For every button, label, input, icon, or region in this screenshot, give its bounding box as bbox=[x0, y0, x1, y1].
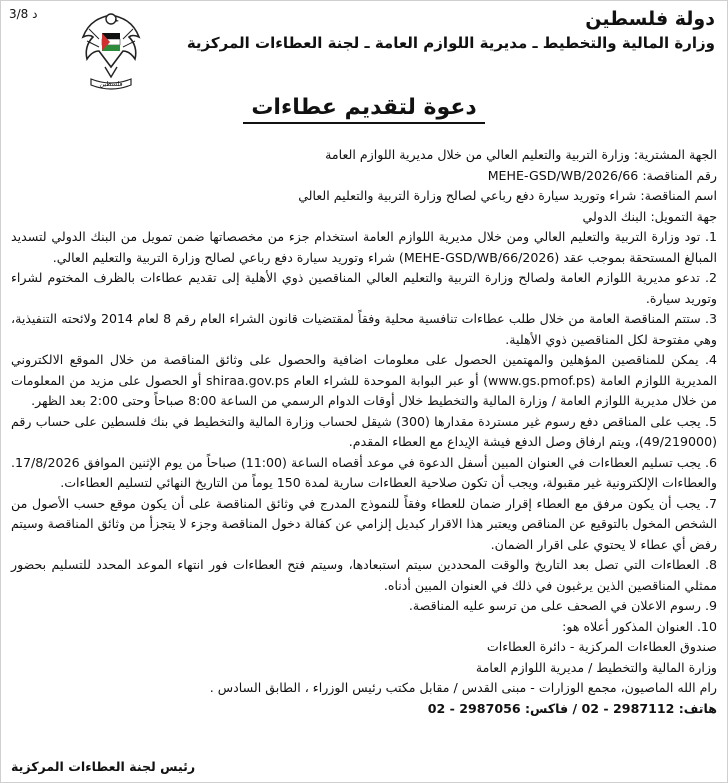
buyer-line bbox=[11, 145, 717, 166]
emblem-scroll-text: فلسطين bbox=[99, 80, 123, 88]
funding-line bbox=[11, 207, 717, 228]
list-item: 10. العنوان المذكور أعلاه هو: bbox=[562, 618, 717, 634]
funding-value: البنك الدولي bbox=[582, 208, 647, 224]
signature: رئيس لجنة العطاءات المركزية bbox=[11, 759, 196, 774]
address-line: رام الله الماصيون، مجمع الوزارات - مبنى القدس / مقابل مكتب رئيس الوزراء ، الطابق السادس . bbox=[209, 680, 717, 695]
list-item: 1. تود وزارة التربية والتعليم العالي ومن خلال مديرية اللوازم العامة استخدام جزء من مخصصاتها ضمن تمويل من البنك الدولي لتسديد المبالغ المستحقة بموجب عقد (MEHE-GSD/WB/66/2026) شراء وتوريد سيارة دفع رباعي لصالح وزارة التربية والتعليم العالي. bbox=[11, 229, 717, 265]
list-item: 9. رسوم الاعلان في الصحف على من ترسو عليه المناقصة. bbox=[408, 598, 717, 613]
phone-line: هاتف: 2987112 - 02 / فاكس: 2987056 - 02 bbox=[427, 700, 717, 716]
palestine-eagle-emblem-icon bbox=[79, 7, 143, 91]
list-item: 3. ستتم المناقصة العامة من خلال طلب عطاءات تنافسية محلية وفقاً لمقتضيات قانون الشراء العام رقم 8 لعام 2014 ولائحته التنفيذية، وهي مفتوحة لكل المناقصين ذوي الأهلية. bbox=[11, 311, 718, 347]
buyer-value: وزارة التربية والتعليم العالي من خلال مديرية اللوازم العامة bbox=[325, 147, 630, 162]
buyer-label: الجهة المشترية: bbox=[633, 147, 717, 162]
corner-code: 3/8 د bbox=[9, 7, 38, 21]
tender-number-label: رقم المناقصة: bbox=[642, 167, 717, 183]
ministry-line: وزارة المالية والتخطيط ـ مديرية اللوازم العامة ـ لجنة العطاءات المركزية bbox=[186, 34, 715, 52]
page-title: دعوة لتقديم عطاءات bbox=[243, 95, 484, 124]
letterhead bbox=[187, 7, 715, 54]
list-item: 2. تدعو مديرية اللوازم العامة ولصالح وزارة التربية والتعليم العالي المناقصين ذوي الأهلية إلى تقديم عطاءات بالظرف المختوم لشراء وتوريد سيارة. bbox=[11, 270, 717, 306]
document-body bbox=[11, 145, 717, 719]
tender-number-line bbox=[11, 166, 717, 187]
list-item: 5. يجب على المناقص دفع رسوم غير مستردة مقدارها (300) شيقل لحساب وزارة المالية والتخطيط في بنك فلسطين على حساب رقم (49/219000)، ويتم ارفاق وصل الدفع فيشة الإيداع مع العطاء المقدم. bbox=[11, 413, 717, 449]
tender-name-label: اسم المناقصة: bbox=[640, 188, 717, 203]
address-line: وزارة المالية والتخطيط / مديرية اللوازم العامة bbox=[475, 659, 717, 675]
tender-name-line bbox=[11, 186, 717, 207]
list-item: 6. يجب تسليم العطاءات في العنوان المبين أسفل الدعوة في موعد أقصاه الساعة (11:00) صباحاً من يوم الإثنين الموافق 17/8/2026. والعطاءات الإلكترونية غير مقبولة، ويجب أن تكون صلاحية العطاءات سارية لمدة 150 يوماً من التاريخ النهائي لتسليم العطاءات. bbox=[11, 454, 717, 490]
list-item: 7. يجب أن يكون مرفق مع العطاء إقرار ضمان للعطاء وفقاً للنموذج المدرج في وثائق المناقصة على أن يكون موقع حسب الأصول من الشخص المخول بالتوقيع عن المناقص ويعتبر هذا الاقرار كبديل إلزامي عن كفالة دخول المناقصة وجزء لا يتجزأ من وثائق المناقصة وسيتم رفض أي عطاء لا يحتوي على اقرار الضمان. bbox=[11, 495, 717, 552]
address-line: صندوق العطاءات المركزية - دائرة العطاءات bbox=[486, 639, 717, 654]
list-item: 4. يمكن للمناقصين المؤهلين والمهتمين الحصول على معلومات اضافية والحصول على وثائق المناقصة من خلال الموقع الالكتروني المديرية اللوازم العامة (www.gs.pmof.ps) أو عبر البوابة الموحدة للشراء العام shiraa.gov.ps أو الحصول على مزيد من المعلومات من خلال مديرية اللوازم العامة / وزارة المالية والتخطيط خلال أوقات الدوام الرسمي من الساعة 8:00 صباحاً وحتى 2:00 بعد الظهر. bbox=[11, 352, 717, 408]
list-item: 8. العطاءات التي تصل بعد التاريخ والوقت المحددين سيتم استبعادها، وسيتم فتح العطاءات فور انتهاء الموعد المحدد للتسليم بحضور ممثلي المناقصين الذين يرغبون في ذلك في العنوان المبين أدناه. bbox=[11, 557, 717, 593]
funding-label: جهة التمويل: bbox=[650, 208, 717, 224]
country-name: دولة فلسطين bbox=[585, 8, 715, 30]
tender-name-value: شراء وتوريد سيارة دفع رباعي لصالح وزارة التربية والتعليم العالي bbox=[298, 188, 637, 203]
tender-number-value: MEHE-GSD/WB/2026/66 bbox=[487, 167, 639, 183]
